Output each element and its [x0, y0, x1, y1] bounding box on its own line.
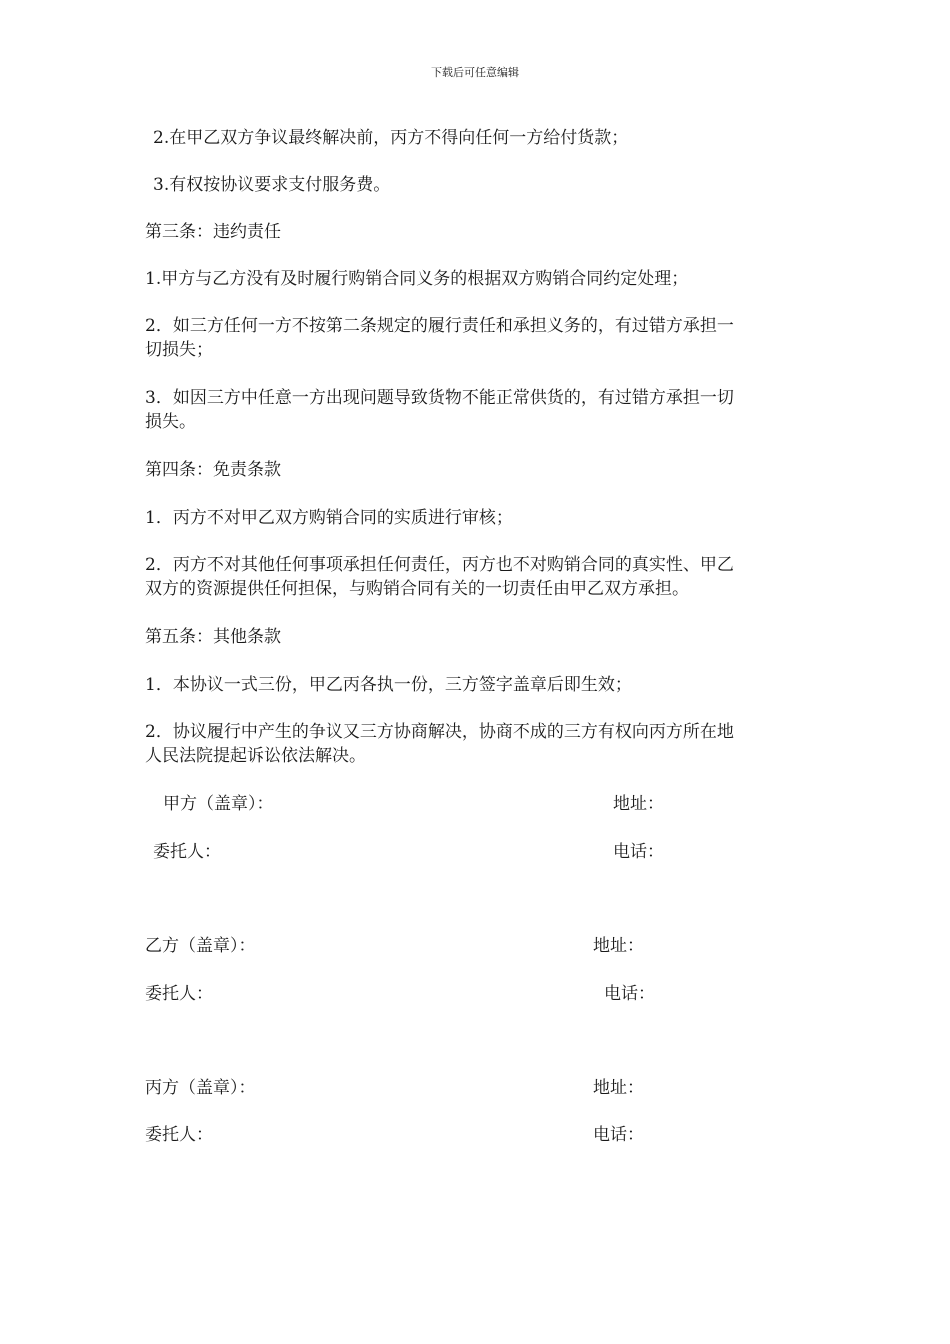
party-b-seal-label: 乙方（盖章）：: [145, 936, 256, 956]
party-a-address-label: 地址：: [613, 794, 664, 814]
party-c-seal-label: 丙方（盖章）：: [145, 1078, 256, 1098]
clause-3-item-2-line-2: 切损失；: [145, 340, 213, 360]
clause-3-item-3-line-2: 损失。: [145, 412, 196, 432]
party-c-phone-label: 电话：: [593, 1125, 644, 1145]
clause-4-item-2-line-2: 双方的资源提供任何担保，与购销合同有关的一切责任由甲乙双方承担。: [145, 579, 689, 599]
clause-5-item-2-line-1: 2．协议履行中产生的争议又三方协商解决，协商不成的三方有权向丙方所在地: [145, 722, 734, 742]
clause-3-item-1: 1.甲方与乙方没有及时履行购销合同义务的根据双方购销合同约定处理；: [145, 269, 689, 289]
clause-5-title: 第五条：其他条款: [145, 627, 281, 647]
party-a-phone-label: 电话：: [613, 842, 664, 862]
party-a-seal-label: 甲方（盖章）：: [163, 794, 274, 814]
clause-3-item-2-line-1: 2．如三方任何一方不按第二条规定的履行责任和承担义务的，有过错方承担一: [145, 316, 734, 336]
party-b-agent-label: 委托人：: [145, 984, 213, 1004]
clause-4-item-1: 1．丙方不对甲乙双方购销合同的实质进行审核；: [145, 508, 513, 528]
clause-5-item-1: 1．本协议一式三份，甲乙丙各执一份，三方签字盖章后即生效；: [145, 675, 632, 695]
clause-2-item-2: 2.在甲乙双方争议最终解决前，丙方不得向任何一方给付货款；: [153, 128, 629, 148]
clause-5-item-2-line-2: 人民法院提起诉讼依法解决。: [145, 746, 366, 766]
clause-5-item-2: [145, 720, 810, 768]
party-b-phone-label: 电话：: [604, 984, 655, 1004]
party-b-address-label: 地址：: [593, 936, 644, 956]
clause-3-item-2: [145, 314, 810, 362]
page-header: 下载后可任意编辑: [431, 66, 519, 79]
clause-2-item-3: 3.有权按协议要求支付服务费。: [153, 175, 391, 195]
clause-3-title: 第三条：违约责任: [145, 222, 281, 242]
clause-4-item-2: [145, 553, 810, 601]
party-a-agent-label: 委托人：: [153, 842, 221, 862]
clause-3-item-3: [145, 386, 810, 434]
clause-3-item-3-line-1: 3．如因三方中任意一方出现问题导致货物不能正常供货的，有过错方承担一切: [145, 388, 734, 408]
clause-4-title: 第四条：免责条款: [145, 460, 281, 480]
clause-4-item-2-line-1: 2．丙方不对其他任何事项承担任何责任，丙方也不对购销合同的真实性、甲乙: [145, 555, 734, 575]
party-c-agent-label: 委托人：: [145, 1125, 213, 1145]
party-c-address-label: 地址：: [593, 1078, 644, 1098]
